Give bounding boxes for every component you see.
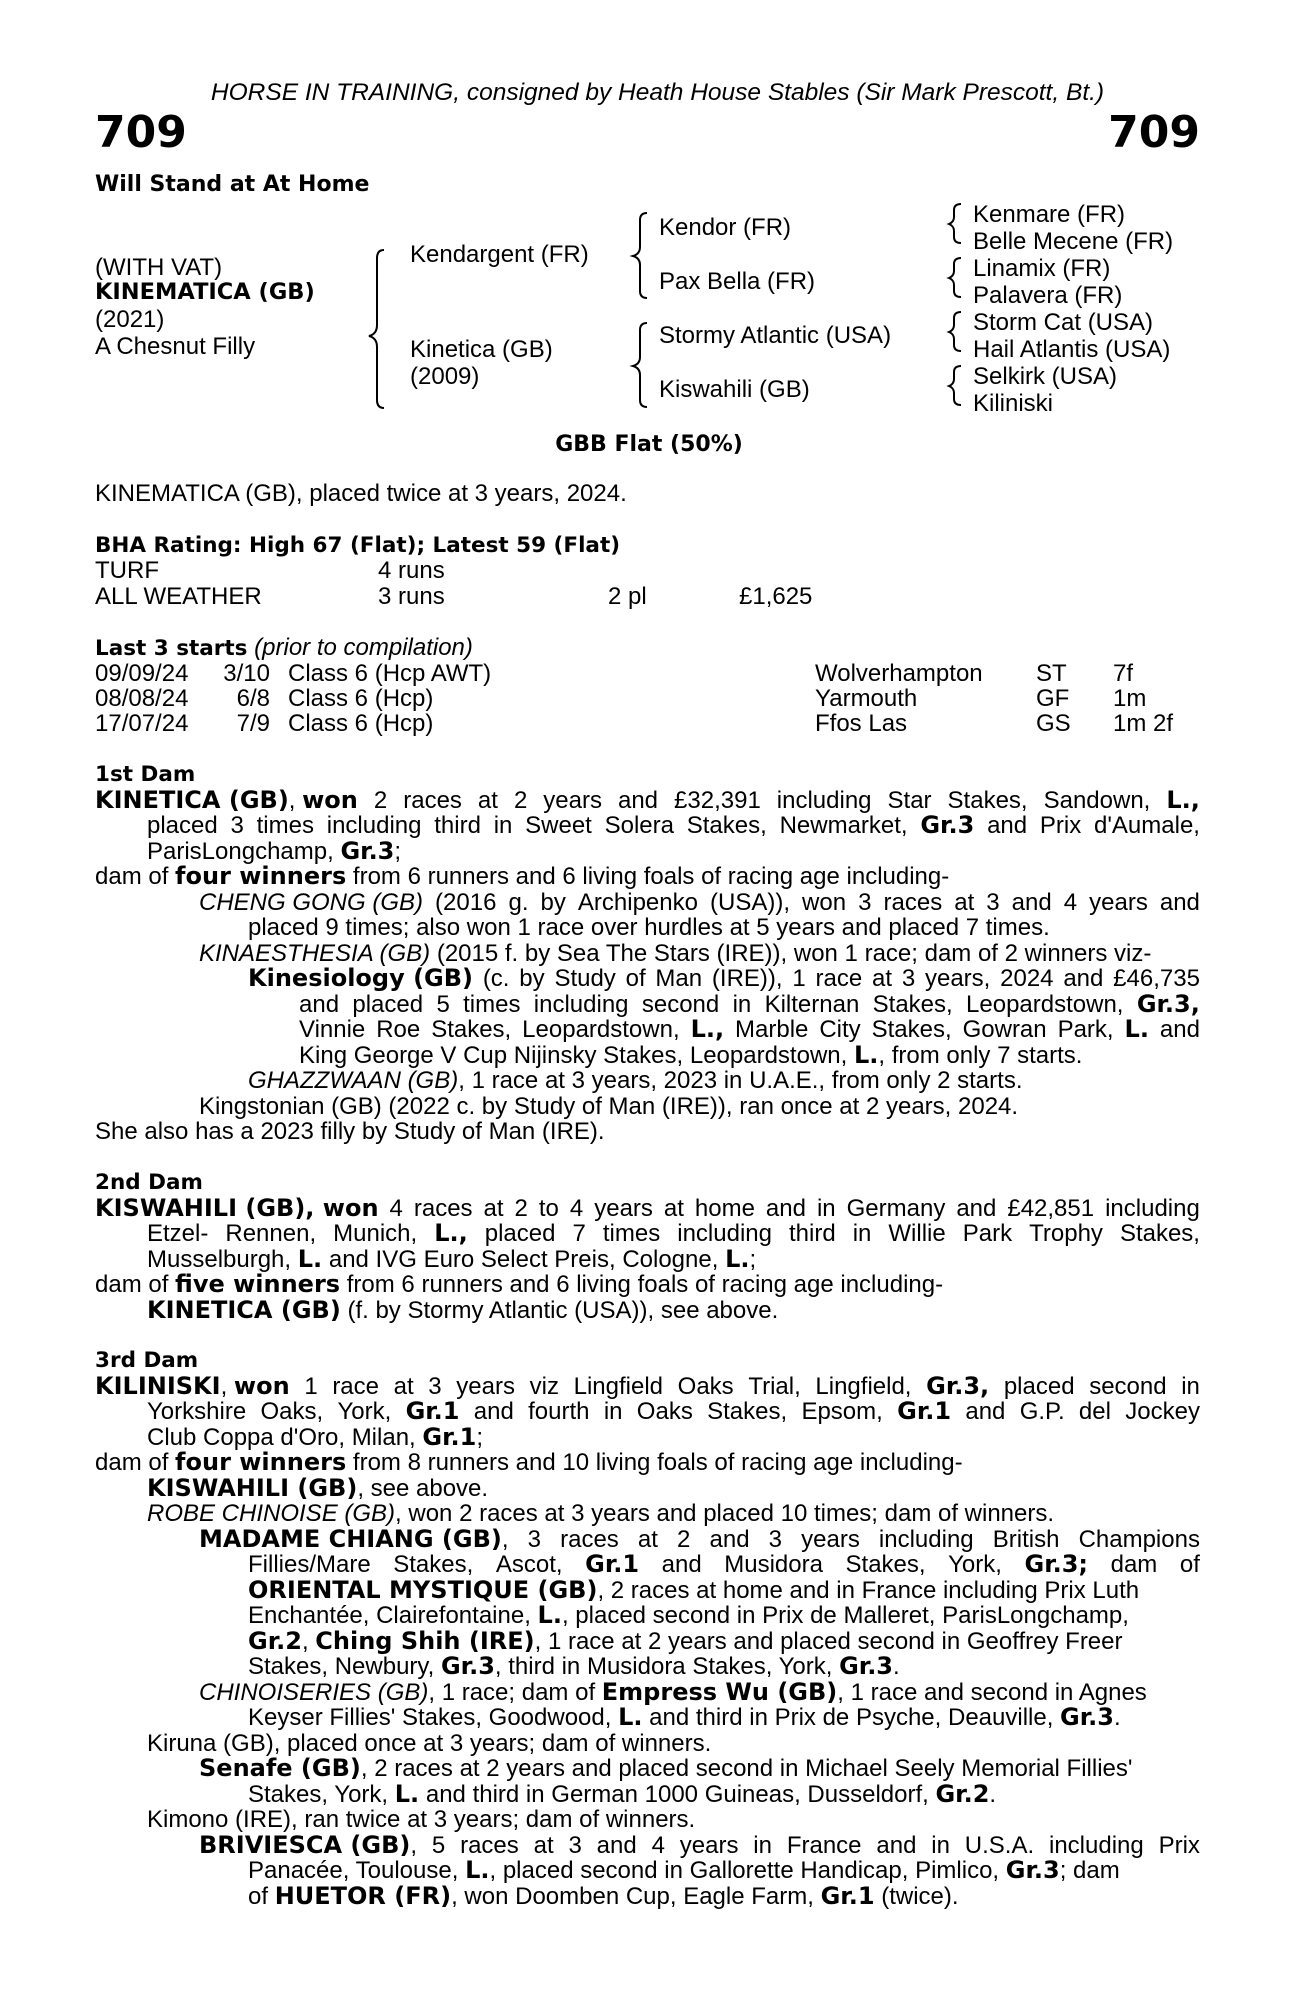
word: fourth [528, 1398, 590, 1425]
word: Stakes, [686, 812, 767, 839]
word: to [538, 1194, 559, 1222]
word: 3 [768, 1525, 783, 1553]
word: Stakes, [431, 1016, 512, 1043]
word: Sandown, [1043, 786, 1151, 814]
word: d'Aumale, [1093, 812, 1200, 839]
word: placed [1003, 1372, 1075, 1400]
dam1-line-9 [95, 989, 1200, 1018]
word: Newmarket, [779, 812, 908, 839]
word: City [819, 1016, 861, 1043]
start-course: Yarmouth [815, 685, 918, 712]
word: 2 [513, 786, 528, 814]
dam1-line-14: She also has a 2023 filly by Study of Man (IRE). [95, 1118, 605, 1145]
last-starts-note: (prior to compilation) [254, 634, 473, 661]
dam-year: (2009) [410, 363, 480, 390]
dam1-line-8 [95, 966, 1200, 992]
word: 3 [858, 888, 872, 916]
word: Oaks [677, 1372, 734, 1400]
word: Willie [888, 1220, 946, 1247]
word: Marble [735, 1016, 809, 1043]
word: Lingfield [573, 1372, 664, 1400]
word: Gr.1 [897, 1397, 952, 1425]
word: L., [690, 1015, 725, 1043]
word: at [477, 786, 498, 814]
start-race: Class 6 (Hcp AWT) [288, 660, 492, 687]
word: 2 [514, 1194, 528, 1222]
start-going: ST [1036, 660, 1067, 687]
start-position: 6/8 [236, 685, 270, 712]
word: at [483, 1194, 504, 1222]
word: 3 [901, 965, 916, 992]
word: Sweet [525, 812, 592, 839]
word: third [434, 812, 481, 839]
word: including [1049, 1831, 1144, 1859]
word: Leopardstown, [966, 990, 1124, 1018]
word: Archipenko [577, 888, 698, 916]
word: years [679, 1831, 739, 1859]
word: Ascot, [495, 1551, 563, 1578]
start-course: Wolverhampton [815, 660, 983, 687]
word: British [992, 1525, 1060, 1553]
race-summary: KINEMATICA (GB), placed twice at 3 years, 2024. [95, 480, 627, 507]
gen3-brace-3 [949, 312, 961, 351]
dam3-line-16: Senafe (GB), 2 races at 2 years and placed second in Michael Seely Memorial Fillies' [199, 1754, 1133, 1782]
word: Gr.3 [920, 811, 975, 839]
dam3-line-10: Enchantée, Clairefontaine, L., placed second in Prix de Malleret, ParisLongchamp, [248, 1601, 1129, 1629]
word: second [641, 990, 720, 1018]
dam-brace-shape [633, 323, 647, 407]
word: Leopardstown, [522, 1016, 680, 1043]
third-dam-heading: 3rd Dam [95, 1348, 199, 1373]
main-brace-shape [369, 250, 384, 408]
word: second [1089, 1372, 1167, 1400]
dam1-line-10 [95, 1017, 1200, 1043]
gen3-brace-1 [949, 204, 961, 243]
word: dam [1110, 1551, 1158, 1578]
word: times [602, 1220, 661, 1247]
dam-name: KINETICA (GB) [95, 785, 289, 814]
word: Germany [846, 1194, 946, 1222]
dam-dam: Kiswahili (GB) [659, 376, 810, 403]
horse-description: A Chesnut Filly [95, 333, 256, 360]
rating-runs-turf: 4 runs [378, 557, 445, 584]
word: times [256, 812, 314, 839]
word: at [393, 1372, 414, 1400]
dam3-line-17: Stakes, York, L. and third in German 1000 Guineas, Dusseldorf, Gr.2. [248, 1779, 997, 1808]
word: 2024 [1000, 965, 1054, 992]
won-label: won [302, 785, 358, 814]
dam3-line-4: dam of four winners from 8 runners and 10 living foals of racing age including- [95, 1448, 963, 1476]
word: including [326, 812, 422, 839]
word: years, [924, 965, 991, 992]
word: race [815, 965, 863, 992]
word: 3 [527, 1525, 541, 1553]
word: Gr.3; [1024, 1550, 1089, 1578]
second-dam-heading: 2nd Dam [95, 1170, 203, 1195]
word: including [776, 786, 872, 814]
word: 2 [373, 786, 388, 814]
bha-rating-title: BHA Rating: High 67 (Flat); Latest 59 (Flat) [95, 533, 621, 558]
word: Roe [376, 1016, 421, 1043]
word: and [473, 1398, 514, 1425]
word: in [816, 1194, 836, 1222]
dam1-line-1: KINETICA (GB), won 2 races at 2 years and £32,391 including Star Stakes, Sandown, L., [95, 785, 1200, 814]
foal-name: MADAME CHIANG (GB) [199, 1524, 502, 1553]
word: 3 [986, 888, 1000, 916]
dam3-line-5: KISWAHILI (GB), see above. [147, 1473, 489, 1502]
start-course: Ffos Las [815, 710, 908, 737]
word: £46,735 [1113, 965, 1200, 992]
word: including [1105, 1194, 1200, 1222]
word: and [765, 1194, 806, 1222]
word: L. [1124, 1015, 1149, 1043]
sire-dam: Pax Bella (FR) [659, 268, 816, 295]
word: of [1179, 1551, 1200, 1578]
word: Jockey [1125, 1398, 1200, 1425]
gen3-brace-2 [949, 258, 961, 297]
gen3-1: Kenmare (FR) [973, 201, 1126, 228]
dam-sire: Stormy Atlantic (USA) [659, 322, 892, 349]
dam-name: KISWAHILI (GB), won [95, 1193, 379, 1222]
word: years [456, 1372, 515, 1400]
last-starts-title-line [95, 635, 473, 662]
dam3-line-13: CHINOISERIES (GB), 1 race; dam of Empress Wu (GB), 1 race and second in Agnes [199, 1677, 1147, 1706]
word: including [533, 990, 629, 1018]
word: Munich, [333, 1220, 418, 1247]
word: Oaks, [260, 1398, 324, 1425]
start-race: Class 6 (Hcp) [288, 710, 434, 737]
stand-location: Will Stand at At Home [95, 172, 370, 197]
gen3-2: Belle Mecene (FR) [973, 228, 1174, 255]
word: 1 [792, 965, 806, 992]
word: by [519, 965, 545, 992]
gen3-3: Linamix (FR) [973, 255, 1111, 282]
foal-name: BRIVIESCA (GB) [199, 1830, 411, 1859]
dam2-line-3: Musselburgh, L. and IVG Euro Select Preis, Cologne, L.; [147, 1244, 757, 1273]
start-date: 09/09/24 [95, 660, 189, 687]
word: Solera [604, 812, 674, 839]
dam3-line-9: ORIENTAL MYSTIQUE (GB), 2 races at home and in France including Prix Luth [248, 1575, 1140, 1604]
word: home [694, 1194, 755, 1222]
dam3-line-7: MADAME CHIANG (GB), 3 races at 2 and 3 years including British Champions [199, 1524, 1200, 1553]
word: Yorkshire [147, 1398, 247, 1425]
dam2-line-4: dam of five winners from 6 runners and 6 living foals of racing age including- [95, 1270, 944, 1298]
gen3-6: Hail Atlantis (USA) [973, 336, 1171, 363]
dam3-line-11: Gr.2, Ching Shih (IRE), 1 race at 2 years and placed second in Geoffrey Freer [248, 1626, 1123, 1655]
dam1-line-13: Kingstonian (GB) (2022 c. by Study of Man (IRE)), ran once at 2 years, 2024. [199, 1092, 1019, 1120]
dam1-line-7: KINAESTHESIA (GB) (2015 f. by Sea The Stars (IRE)), won 1 race; dam of 2 winners viz- [199, 939, 1152, 967]
word: L., [1166, 785, 1200, 814]
word: (IRE)), [711, 965, 783, 992]
word: France [786, 1831, 862, 1859]
gen3-4: Palavera (FR) [973, 282, 1123, 309]
word: 5 [436, 990, 450, 1018]
word: Gr.1 [585, 1550, 640, 1578]
start-date: 17/07/24 [95, 710, 189, 737]
word: and [709, 1525, 750, 1553]
vat-note: (WITH VAT) [95, 254, 223, 281]
word: placed [484, 1220, 556, 1247]
won-label: won [233, 1371, 290, 1400]
dam1-line-3: ParisLongchamp, Gr.3; [147, 836, 402, 865]
word: and [596, 1831, 637, 1859]
word: (USA)), [710, 888, 791, 916]
word: Gr.1 [405, 1397, 460, 1425]
word: Gowran [962, 1016, 1047, 1043]
word: in [931, 1831, 950, 1859]
start-distance: 7f [1113, 660, 1134, 687]
dam2-line-5: KINETICA (GB) (f. by Stormy Atlantic (USA)), see above. [147, 1295, 779, 1324]
word: York, [337, 1398, 392, 1425]
gen3-brace-4 [949, 366, 961, 405]
gen3-8: Kiliniski [973, 390, 1054, 417]
word: races [403, 786, 462, 814]
word: and [1159, 888, 1200, 916]
first-dam-heading: 1st Dam [95, 762, 196, 787]
word: by [540, 888, 566, 916]
word: Rennen, [225, 1220, 317, 1247]
word: Gr.3, [926, 1371, 990, 1400]
foal-name: Kinesiology (GB) [248, 964, 474, 992]
word: 1 [304, 1372, 318, 1400]
word: years [1089, 888, 1148, 916]
word: times [463, 990, 521, 1018]
word: races [883, 888, 943, 916]
dam2-line-2 [95, 1221, 1200, 1247]
word: and [987, 812, 1028, 839]
sire-sire: Kendor (FR) [659, 214, 792, 241]
word: won [802, 888, 847, 916]
word: in [603, 1398, 623, 1425]
word: 2 [677, 1525, 691, 1553]
word: including [677, 1220, 772, 1247]
word: Vinnie [299, 1016, 366, 1043]
dam1-line-11: King George V Cup Nijinsky Stakes, Leopardstown, L., from only 7 starts. [299, 1040, 1083, 1069]
word: including [878, 1525, 974, 1553]
word: £42,851 [1007, 1194, 1095, 1222]
dam3-line-15: Kiruna (GB), placed once at 3 years; dam of winners. [147, 1729, 712, 1757]
dam-name: Kinetica (GB) [410, 336, 553, 363]
word: York, [948, 1551, 1002, 1578]
word: and [1063, 965, 1104, 992]
word: 3 [568, 1831, 582, 1859]
word: Man [655, 965, 703, 992]
word: Gr.3, [1136, 989, 1200, 1018]
word: at [954, 888, 975, 916]
dam3-line-2 [95, 1399, 1200, 1425]
word: Park [962, 1220, 1013, 1247]
word: Trial, [748, 1372, 801, 1400]
word: Etzel- [147, 1220, 209, 1247]
word: Fillies/Mare [248, 1551, 371, 1578]
dam1-line-12: GHAZZWAAN (GB), 1 race at 3 years, 2023 in U.A.E., from only 2 starts. [248, 1067, 1023, 1094]
dam3-line-14: Keyser Fillies' Stakes, Goodwood, L. and third in Prix de Psyche, Deauville, Gr.3. [248, 1703, 1121, 1731]
sire-name: Kendargent (FR) [410, 241, 589, 268]
word: years [801, 1525, 860, 1553]
word: at [637, 1525, 658, 1553]
dam3-line-12: Stakes, Newbury, Gr.3, third in Musidora Stakes, York, Gr.3. [248, 1652, 900, 1680]
dam3-line-8 [95, 1552, 1200, 1578]
dam3-line-3: Club Coppa d'Oro, Milan, Gr.1; [147, 1422, 483, 1451]
lot-number-right: 709 [1108, 107, 1200, 158]
start-position: 3/10 [223, 660, 270, 687]
word: L., [434, 1219, 468, 1247]
dam-name: KILINISKI [95, 1371, 221, 1400]
word: race [332, 1372, 379, 1400]
word: Trophy [1029, 1220, 1103, 1247]
word: Stakes, [1119, 1220, 1200, 1247]
consignment-header: HORSE IN TRAINING, consigned by Heath House Stables (Sir Mark Prescott, Bt.) [210, 79, 1105, 106]
last-starts-title: Last 3 starts [95, 636, 248, 661]
word: G.P. [1019, 1398, 1065, 1425]
third-dam-section [95, 1348, 1200, 1909]
word: Kilternan [764, 990, 860, 1018]
word: 4 [651, 1831, 665, 1859]
word: viz [529, 1372, 559, 1400]
start-position: 7/9 [236, 710, 270, 737]
second-dam-section [95, 1170, 1200, 1323]
word: races [560, 1525, 619, 1553]
dam1-line-4: dam of four winners from 6 runners and 6 living foals of racing age including- [95, 862, 950, 890]
word: and [299, 990, 340, 1018]
rating-surface-aw: ALL WEATHER [95, 583, 262, 610]
dam1-line-2 [95, 813, 1200, 839]
dam3-line-19: BRIVIESCA (GB), 5 races at 3 and 4 years in France and in U.S.A. including Prix [199, 1830, 1200, 1859]
rating-surface-turf: TURF [95, 557, 159, 584]
word: in [732, 990, 752, 1018]
word: races [460, 1831, 519, 1859]
start-going: GS [1036, 710, 1071, 737]
word: and [1159, 1016, 1200, 1043]
word: Stakes, [393, 1551, 474, 1578]
foal-name: CHENG GONG (GB) [199, 888, 424, 916]
word: U.S.A. [964, 1831, 1035, 1859]
word: 4 [569, 1194, 584, 1222]
word: and [661, 1551, 702, 1578]
start-going: GF [1036, 685, 1070, 712]
word: in [852, 1220, 872, 1247]
word: 3 [428, 1372, 442, 1400]
word: Study [554, 965, 616, 992]
word: Stakes, [707, 1398, 788, 1425]
word: Prix [1158, 1831, 1200, 1859]
word: in [1181, 1372, 1200, 1400]
dam3-line-18: Kimono (IRE), ran twice at 3 years; dam of winners. [147, 1806, 696, 1833]
start-distance: 1m 2f [1113, 710, 1174, 737]
word: Star [887, 786, 932, 814]
start-date: 08/08/24 [95, 685, 189, 712]
word: placed [352, 990, 424, 1018]
dam3-line-1: KILINISKI, won 1 race at 3 years viz Lingfield Oaks Trial, Lingfield, Gr.3, placed second in [95, 1371, 1200, 1400]
dam1-line-5 [95, 890, 1200, 916]
word: Stakes, [872, 990, 953, 1018]
word: 4 [1063, 888, 1078, 916]
gen3-7: Selkirk (USA) [973, 363, 1118, 390]
dam1-line-6: placed 9 times; also won 1 race over hurdles at 5 years and placed 7 times. [248, 914, 1050, 941]
start-distance: 1m [1113, 685, 1147, 712]
horse-name: KINEMATICA (GB) [95, 279, 315, 305]
dosage-profile: GBB Flat (50%) [555, 432, 743, 457]
word: at [872, 965, 893, 992]
word: of [625, 965, 646, 992]
word: g. [508, 888, 529, 916]
rating-earnings-aw: £1,625 [739, 583, 813, 610]
word: Oaks [636, 1398, 693, 1425]
first-dam-section [95, 762, 1200, 1145]
word: years [594, 1194, 653, 1222]
word: and [876, 1831, 917, 1859]
word: years [543, 786, 602, 814]
word: Stakes, [845, 1551, 926, 1578]
word: (c. [482, 965, 510, 992]
word: del [1078, 1398, 1111, 1425]
word: and [1011, 888, 1052, 916]
word: third [788, 1220, 836, 1247]
start-race: Class 6 (Hcp) [288, 685, 434, 712]
word: in [493, 812, 513, 839]
word: Lingfield, [815, 1372, 912, 1400]
word: 4 [389, 1194, 403, 1222]
word: (2016 [435, 888, 497, 916]
word: 3 [230, 812, 244, 839]
word: Epsom, [801, 1398, 883, 1425]
word: at [663, 1194, 684, 1222]
word: Champions [1078, 1525, 1200, 1553]
word: Stakes, [871, 1016, 952, 1043]
word: and [965, 1398, 1006, 1425]
lot-number-left: 709 [95, 107, 187, 158]
rating-placed-aw: 2 pl [608, 583, 647, 610]
word: 5 [431, 1831, 446, 1859]
word: at [533, 1831, 554, 1859]
dam3-line-21: of HUETOR (FR), won Doomben Cup, Eagle Farm, Gr.1 (twice). [248, 1881, 959, 1910]
word: Park, [1057, 1016, 1114, 1043]
word: in [753, 1831, 772, 1859]
word: and [617, 786, 659, 814]
word: and [956, 1194, 997, 1222]
word: Musidora [724, 1551, 823, 1578]
word: £32,391 [674, 786, 761, 814]
rating-runs-aw: 3 runs [378, 583, 445, 610]
word: 7 [572, 1220, 586, 1247]
dam3-line-20: Panacée, Toulouse, L., placed second in Gallorette Handicap, Pimlico, Gr.3; dam [248, 1856, 1120, 1884]
word: Prix [1039, 812, 1082, 839]
horse-year: (2021) [95, 306, 165, 333]
dam3-line-6: ROBE CHINOISE (GB), won 2 races at 3 years and placed 10 times; dam of winners. [147, 1500, 1055, 1527]
sire-brace-shape [633, 213, 647, 298]
word: Stakes, [947, 786, 1028, 814]
word: placed [147, 812, 218, 839]
gen3-5: Storm Cat (USA) [973, 309, 1154, 336]
dam2-line-1 [95, 1193, 1200, 1222]
word: races [413, 1194, 473, 1222]
